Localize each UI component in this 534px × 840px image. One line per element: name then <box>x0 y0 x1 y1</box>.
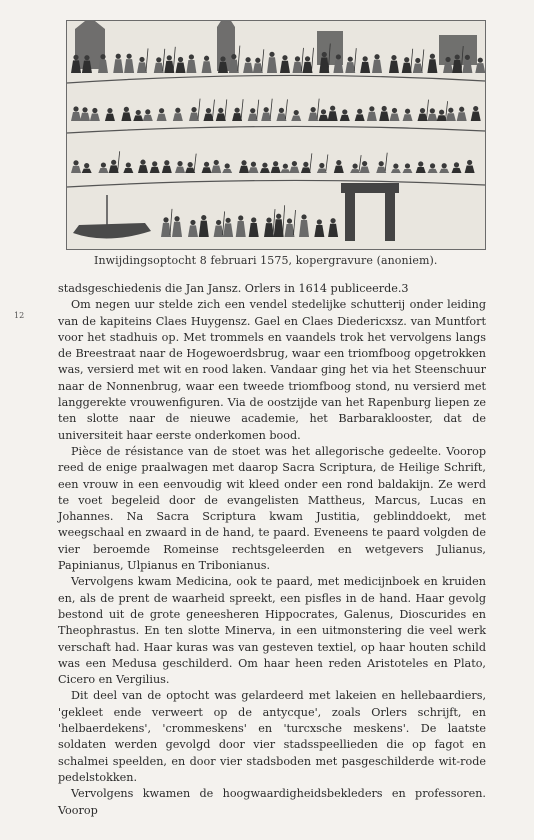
engraving-figure-head <box>159 108 164 113</box>
engraving-figure-head <box>305 56 310 61</box>
engraving-figure-head <box>442 163 447 168</box>
engraving-figure-head <box>342 109 347 114</box>
engraving-figure-head <box>204 162 209 167</box>
paragraph: Vervolgens kwam Medicina, ook te paard, met medicijnboek en kruiden en, als de prent de waarheid spreekt, een pisfles in de hand. Haar gevolg bestond uit de grote geneesheren Hippocrates, Galenus, Dioscurides en Theophrastus. En ten slotte Minerva, in een uitmonstering die veel werk verschaft had. Haar kuras was van gesteven textiel, op haar houten schild was een Medusa geschilderd. Om haar heen reden Aristoteles en Plato, Cicero en Vergilius. <box>58 575 486 687</box>
engraving-figure-head <box>295 56 300 61</box>
engraving-figure-head <box>188 162 193 167</box>
engraving-figure-head <box>336 160 341 165</box>
engraving-figure-head <box>455 54 460 59</box>
engraving-figure-head <box>430 54 435 59</box>
engraving-figure-head <box>282 55 287 60</box>
engraving-figure-head <box>379 161 384 166</box>
engraving-figure-head <box>107 108 112 113</box>
engraving-figure-head <box>255 58 260 63</box>
engraving-figure-head <box>283 164 288 169</box>
engraving-figure-head <box>136 110 141 115</box>
paragraph: Om negen uur stelde zich een vendel stedelijke schutterij onder leiding van de kapiteins Claes Huygensz. Gael en Claes Diedericxsz. van Muntfort voor het stadhuis op. Met trommels en vaandels trok het vervolgens langs de Breestraat naar de Hogewoerdsbrug, waar een triomfboog opgetrokken was, versierd met wit en rood laken. Vandaar ging het via het Steenschuur naar de Nonnenbrug, waar een tweede triomfboog stond, nu versierd met langgerekte vrouwenfiguren. Via de oostzijde van het Rapenburg liepen ze ten slotte naar de nieuwe academie, het Barbaraklooster, dat de universiteit haar eerste onderkomen bood. <box>58 298 486 442</box>
engraving-figure-head <box>225 163 230 168</box>
engraving-figure-head <box>101 162 106 167</box>
article-body <box>58 281 486 819</box>
engraving-figure-head <box>82 107 87 112</box>
engraving-figure-head <box>116 54 121 59</box>
engraving-figure-head <box>459 107 464 112</box>
engraving-figure-head <box>439 110 444 115</box>
engraving-figure-head <box>238 215 243 220</box>
engraving-figure-head <box>127 54 132 59</box>
engraving-figure-head <box>430 163 435 168</box>
engraving-figure-head <box>167 55 172 60</box>
engraving-figure-head <box>191 107 196 112</box>
procession-engraving <box>66 20 486 250</box>
engraving-figure-head <box>420 108 425 113</box>
engraving-figure-head <box>287 218 292 223</box>
engraving-figure-head <box>292 161 297 166</box>
page-number: 12 <box>14 311 25 320</box>
engraving-figure-head <box>152 161 157 166</box>
engraving-figure-head <box>374 54 379 59</box>
engraving-figure-head <box>321 109 326 114</box>
engraving-figure-head <box>303 162 308 167</box>
engraving-figure-head <box>178 57 183 62</box>
engraving-figure-head <box>190 220 195 225</box>
engraving-figure-head <box>174 216 179 221</box>
engraving-figure-head <box>465 55 470 60</box>
engraving-figure-head <box>111 160 116 165</box>
engraving-figure-head <box>164 160 169 165</box>
engraving-figure-head <box>273 161 278 166</box>
engraving-figure-head <box>311 107 316 112</box>
engraving-figure-head <box>84 55 89 60</box>
engraving-figure-head <box>418 161 423 166</box>
engraving-figure-head <box>189 54 194 59</box>
engraving-figure-head <box>126 162 131 167</box>
engraving-figure-head <box>405 109 410 114</box>
engraving-figure-head <box>363 56 368 61</box>
engraving-figure-head <box>330 218 335 223</box>
engraving-figure-head <box>294 110 299 115</box>
engraving-figure-head <box>279 108 284 113</box>
engraving-figure-head <box>348 57 353 62</box>
engraving-figure-head <box>430 108 435 113</box>
engraving-figure-head <box>357 109 362 114</box>
engraving-figure-head <box>317 219 322 224</box>
engraving-figure-head <box>478 58 483 63</box>
engraving-figure-head <box>448 108 453 113</box>
engraving-figure-head <box>250 108 255 113</box>
engraving-figure-head <box>362 161 367 166</box>
engraving-figure-head <box>269 52 274 57</box>
engraving-figure-head <box>405 163 410 168</box>
figure-caption: Inwijdingsoptocht 8 februari 1575, kopergravure (anoniem). <box>94 254 438 267</box>
engraving-figure-head <box>369 106 374 111</box>
engraving-figure-head <box>204 56 209 61</box>
engraving-figure-head <box>241 160 246 165</box>
engraving-figure-head <box>454 162 459 167</box>
engraving-figure-head <box>415 58 420 63</box>
engraving-figure-head <box>206 108 211 113</box>
engraving-figure-head <box>218 108 223 113</box>
engraving-figure-head <box>262 163 267 168</box>
engraving-figure-head <box>319 163 324 168</box>
engraving-figure-head <box>264 107 269 112</box>
engraving-figure-head <box>92 108 97 113</box>
engraving-figure-head <box>382 106 387 111</box>
engraving-figure-head <box>445 57 450 62</box>
engraving-figure-head <box>139 57 144 62</box>
engraving-figure-head <box>276 214 281 219</box>
engraving-figure-head <box>201 215 206 220</box>
engraving-figure-head <box>73 160 78 165</box>
engraving-figure-head <box>124 107 129 112</box>
engraving-figure-head <box>393 164 398 169</box>
engraving-figure-head <box>214 160 219 165</box>
paragraph: stadsgeschiedenis die Jan Jansz. Orlers in 1614 publiceerde.3 <box>58 282 409 295</box>
paragraph: Vervolgens kwamen de hoogwaardigheidsbekleders en professoren. Voorop <box>58 787 486 817</box>
engraving-figure-head <box>226 218 231 223</box>
engraving-figure-head <box>266 218 271 223</box>
engraving-figure-head <box>251 217 256 222</box>
engraving-figure-head <box>73 106 78 111</box>
engraving-figure-head <box>84 163 89 168</box>
engraving-figure-head <box>175 108 180 113</box>
engraving-figure-head <box>145 109 150 114</box>
paragraph: Pièce de résistance van de stoet was het allegorische gedeelte. Voorop reed de enige praalwagen met daarop Sacra Scriptura, de Heilige Schrift, een vrouw in een eenvoudig wit kleed onder een rond baldakijn. Ze werd te voet begeleid door de evangelisten Mattheus, Marcus, Lucas en Johannes. Na Sacra Scriptura kwam Justitia, geblinddoekt, met weegschaal en zwaard in de hand, te paard. Eveneens te paard volgden de vier beroemde Romeinse rechtsgeleerden en wetgevers Julianus, Papinianus, Ulpianus en Tribonianus. <box>58 444 486 573</box>
engraving-figure-head <box>73 55 78 60</box>
engraving-figure-head <box>216 220 221 225</box>
engraving-figure-head <box>473 106 478 111</box>
engraving-figure-head <box>392 108 397 113</box>
paragraph: Dit deel van de optocht was gelardeerd met lakeien en hellebaardiers, 'gekleet ende verweert op de antycque', zoals Orlers schrijft, en 'helbaerdekens', 'crommeskens' en 'turcxsche meskens'. De laatste soldaten werden gevolgd door vier stadsspeellieden die op fagot en schalmei speelden, en door vier stadsboden met pasgeschilderde wit-rode pedelstokken. <box>58 689 486 784</box>
engraving-figure-head <box>336 54 341 59</box>
engraving-figure-head <box>467 160 472 165</box>
engraving-figure-head <box>220 56 225 61</box>
engraving-figure-head <box>156 57 161 62</box>
engraving-figure-head <box>251 162 256 167</box>
engraving-figure-head <box>245 57 250 62</box>
engraving-figure-head <box>163 217 168 222</box>
engraving-figure-head <box>140 160 145 165</box>
engraving-figure-head <box>330 106 335 111</box>
engraving-figure-head <box>100 54 105 59</box>
engraving-figure-head <box>177 161 182 166</box>
engraving-figure-head <box>322 52 327 57</box>
engraving-figure-head <box>235 108 240 113</box>
engraving-figure-head <box>391 55 396 60</box>
engraving-figure-head <box>231 54 236 59</box>
engraving-figure-head <box>404 57 409 62</box>
engraving-figure-head <box>301 214 306 219</box>
engraving-figure-head <box>353 164 358 169</box>
